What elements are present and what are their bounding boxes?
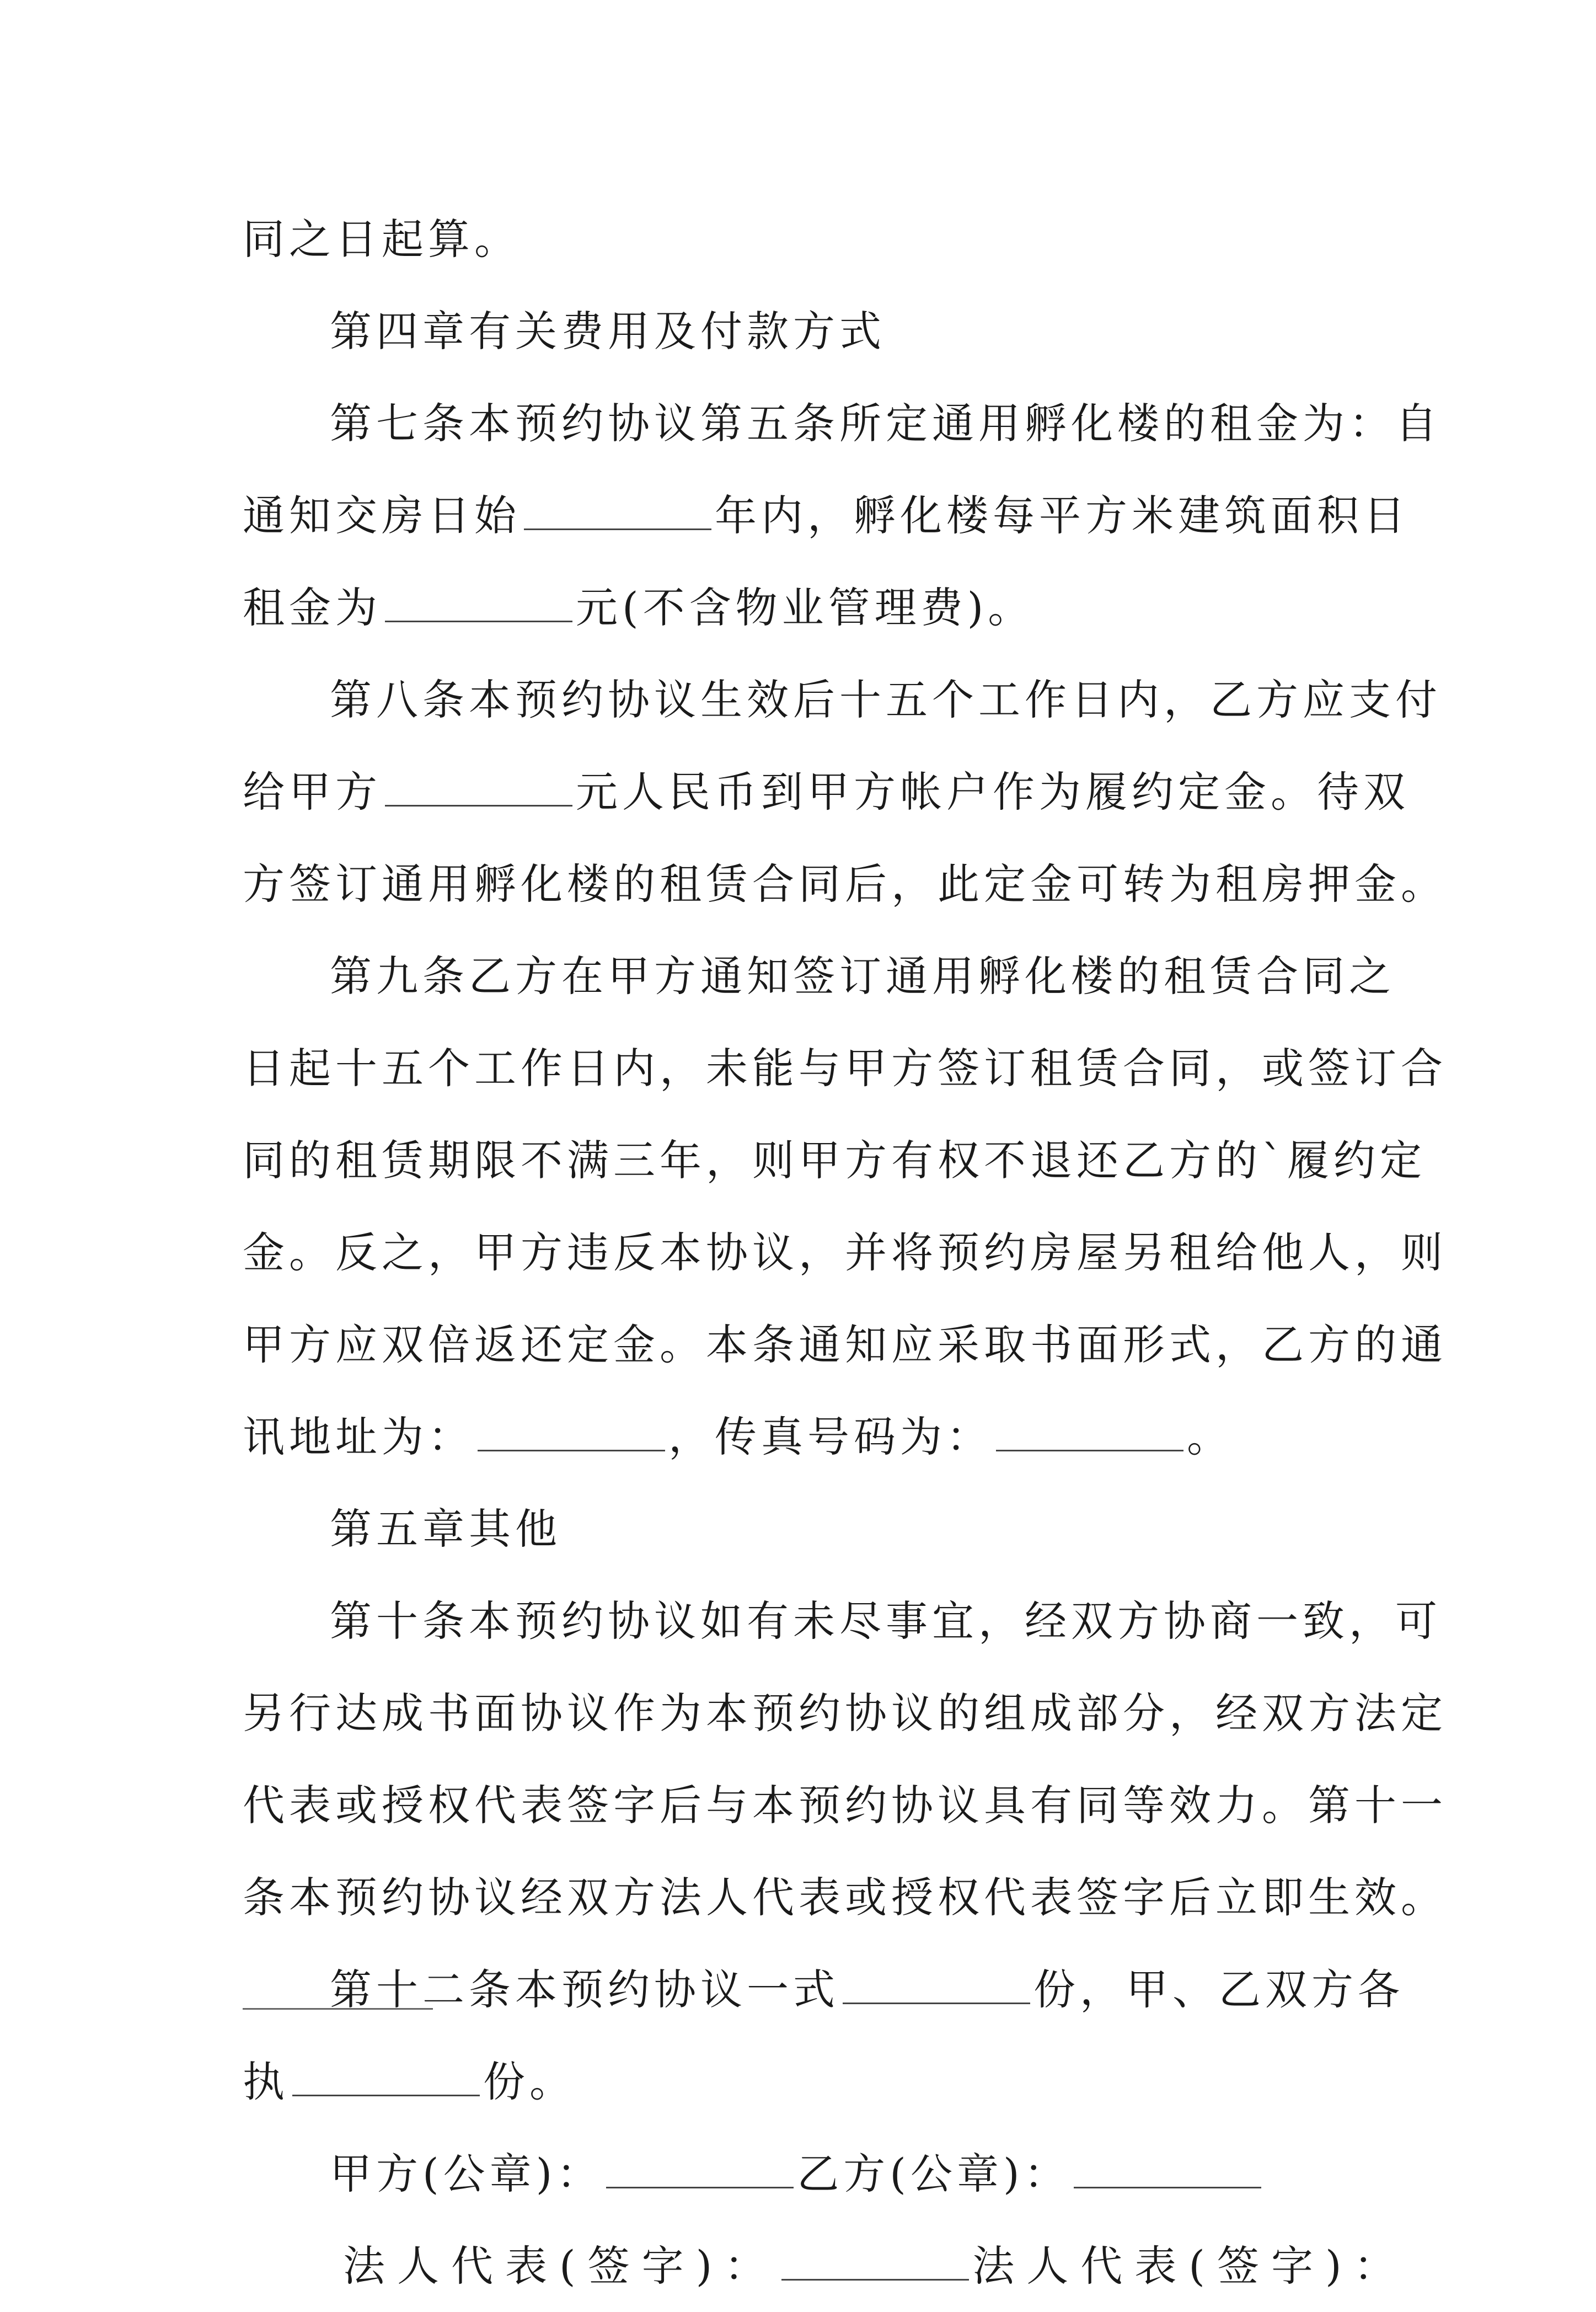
signature-line-representative <box>243 2220 1408 2312</box>
text-line <box>243 1391 1368 1483</box>
text-span: 元(不含物业管理费)。 <box>576 583 1035 632</box>
party-b-representative-label: 法人代表(签字)： <box>972 2241 1408 2290</box>
blank-field <box>292 2062 480 2096</box>
text-line: 甲方应双倍返还定金。本条通知应采取书面形式，乙方的通 <box>243 1320 1447 1369</box>
text-span: 年内，孵化楼每平方米建筑面积日 <box>715 491 1410 540</box>
text-span: 份，甲、乙双方各 <box>1033 1965 1404 2014</box>
blank-field <box>843 1969 1030 2004</box>
document-page <box>243 193 1447 2312</box>
blank-field <box>781 2246 969 2281</box>
text-line <box>243 1943 1404 2036</box>
blank-field <box>524 495 711 530</box>
blank-field <box>478 1417 665 1451</box>
blank-field <box>606 2154 794 2188</box>
text-span: 元人民币到甲方帐户作为履约定金。待双 <box>576 767 1410 816</box>
text-line <box>243 2036 1368 2128</box>
text-span: ，传真号码为： <box>668 1412 993 1461</box>
blank-field <box>385 588 572 622</box>
text-span: 给甲方 <box>243 767 382 816</box>
text-span: 租金为 <box>243 583 382 632</box>
text-line: 第八条本预约协议生效后十五个工作日内，乙方应支付 <box>330 675 1442 724</box>
text-line <box>243 469 1410 562</box>
text-line: 日起十五个工作日内，未能与甲方签订租赁合同，或签订合 <box>243 1044 1447 1093</box>
blank-field <box>385 772 572 807</box>
blank-field <box>996 1417 1183 1451</box>
signature-line-seal <box>243 2128 1368 2220</box>
party-b-seal-label: 乙方(公章)： <box>797 2149 1070 2198</box>
text-line: 第九条乙方在甲方通知签订通用孵化楼的租赁合同之 <box>330 952 1395 1001</box>
text-line: 第七条本预约协议第五条所定通用孵化楼的租金为：自 <box>330 399 1442 448</box>
text-line: 同之日起算。 <box>243 215 521 264</box>
text-span: 。 <box>1187 1412 1233 1461</box>
text-span: 讯地址为： <box>243 1412 474 1461</box>
text-span: 执 <box>243 2057 289 2106</box>
text-line: 条本预约协议经双方法人代表或授权代表签字后立即生效。 <box>243 1873 1447 1922</box>
chapter-heading: 第四章有关费用及付款方式 <box>330 307 886 356</box>
text-span: 通知交房日始 <box>243 491 521 540</box>
text-line: 方签订通用孵化楼的租赁合同后，此定金可转为租房押金。 <box>243 859 1447 909</box>
text-span: 份。 <box>483 2057 576 2106</box>
text-line <box>243 746 1410 838</box>
text-span: 第十二条本预约协议一式 <box>330 1965 839 2014</box>
text-line: 另行达成书面协议作为本预约协议的组成部分，经双方法定 <box>243 1689 1447 1738</box>
text-line: 同的租赁期限不满三年，则甲方有权不退还乙方的`履约定 <box>243 1136 1426 1185</box>
blank-field <box>243 2008 433 2010</box>
text-line: 代表或授权代表签字后与本预约协议具有同等效力。第十一 <box>243 1781 1447 1830</box>
text-line: 金。反之，甲方违反本协议，并将预约房屋另租给他人，则 <box>243 1228 1447 1277</box>
party-a-seal-label: 甲方(公章)： <box>330 2149 603 2198</box>
blank-field <box>1074 2154 1261 2188</box>
party-a-representative-label: 法人代表(签字)： <box>343 2241 779 2290</box>
text-line: 第十条本预约协议如有未尽事宜，经双方协商一致，可 <box>330 1596 1442 1646</box>
text-line <box>243 562 1368 654</box>
chapter-heading: 第五章其他 <box>330 1504 561 1553</box>
